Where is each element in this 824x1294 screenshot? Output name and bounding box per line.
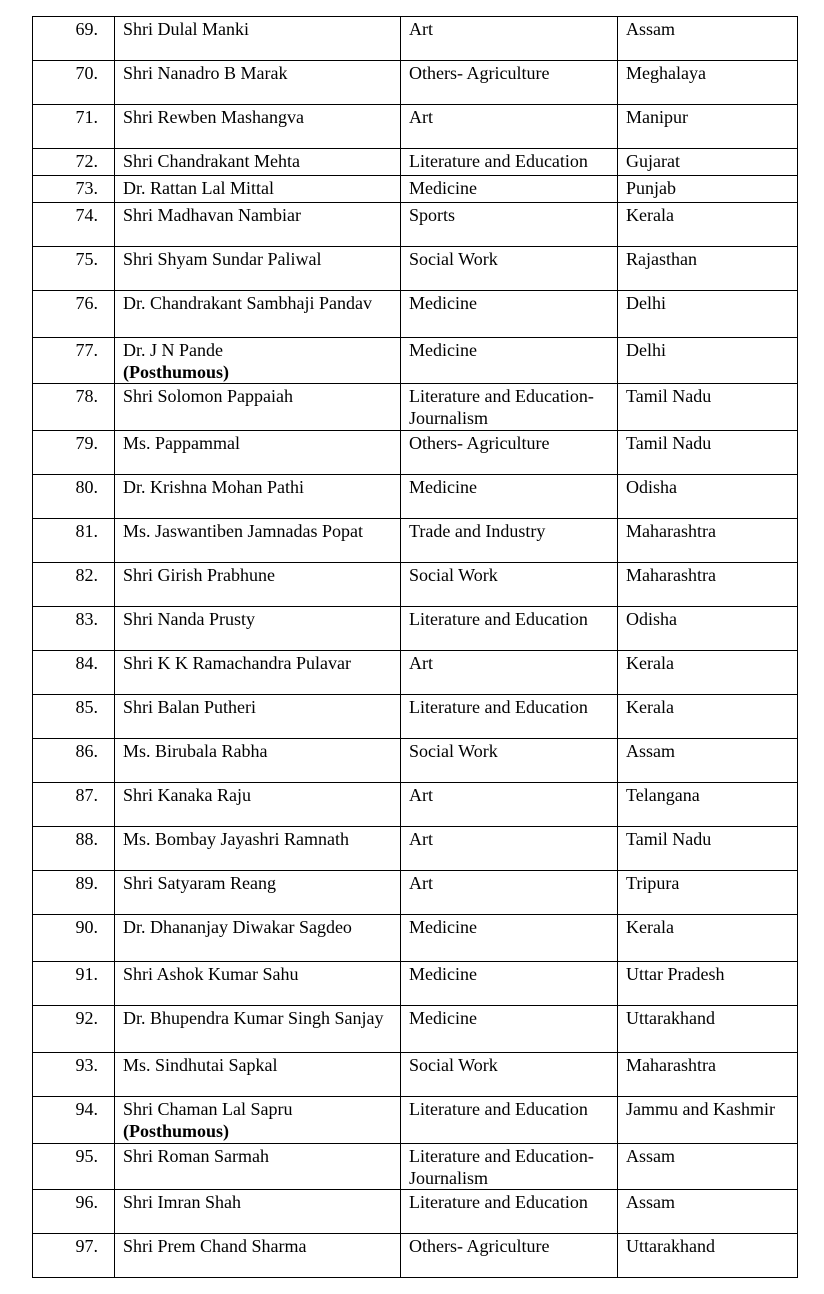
state-cell: Meghalaya — [618, 61, 798, 105]
state-cell: Rajasthan — [618, 247, 798, 291]
awardee-name: Shri Chandrakant Mehta — [123, 151, 300, 171]
awardee-name: Shri Madhavan Nambiar — [123, 205, 301, 225]
field-cell: Art — [401, 105, 618, 149]
posthumous-note: (Posthumous) — [123, 1121, 230, 1141]
serial-number: 74. — [33, 203, 115, 247]
serial-number: 75. — [33, 247, 115, 291]
state-cell: Assam — [618, 1144, 798, 1190]
table-row — [33, 291, 798, 338]
awardee-name: Dr. Chandrakant Sambhaji Pandav — [123, 293, 372, 313]
serial-number: 86. — [33, 739, 115, 783]
serial-number: 97. — [33, 1234, 115, 1278]
field-cell: Art — [401, 783, 618, 827]
table-row — [33, 203, 798, 247]
table-row — [33, 1053, 798, 1097]
table-row — [33, 519, 798, 563]
awardee-name-cell — [115, 915, 401, 962]
state-cell: Tamil Nadu — [618, 431, 798, 475]
state-cell: Maharashtra — [618, 563, 798, 607]
field-cell: Others- Agriculture — [401, 431, 618, 475]
state-cell: Tamil Nadu — [618, 384, 798, 431]
table-row — [33, 338, 798, 384]
state-cell: Kerala — [618, 203, 798, 247]
serial-number: 82. — [33, 563, 115, 607]
table-row — [33, 1097, 798, 1144]
field-cell: Literature and Education — [401, 607, 618, 651]
awardee-name-cell — [115, 871, 401, 915]
field-cell: Literature and Education — [401, 1190, 618, 1234]
table-row — [33, 1234, 798, 1278]
awardee-name-cell — [115, 431, 401, 475]
serial-number: 77. — [33, 338, 115, 384]
table-row — [33, 827, 798, 871]
awardee-name-cell — [115, 291, 401, 338]
awardee-name-cell — [115, 17, 401, 61]
awardee-name: Ms. Pappammal — [123, 433, 240, 453]
awardee-name-cell — [115, 1234, 401, 1278]
table-row — [33, 384, 798, 431]
serial-number: 92. — [33, 1006, 115, 1053]
field-cell: Social Work — [401, 1053, 618, 1097]
serial-number: 85. — [33, 695, 115, 739]
table-row — [33, 1144, 798, 1190]
state-cell: Gujarat — [618, 149, 798, 176]
serial-number: 69. — [33, 17, 115, 61]
field-cell: Literature and Education — [401, 149, 618, 176]
table-row — [33, 871, 798, 915]
awardee-name: Shri Balan Putheri — [123, 697, 256, 717]
state-cell: Delhi — [618, 338, 798, 384]
awardee-name-cell — [115, 176, 401, 203]
table-row — [33, 783, 798, 827]
awardee-name: Dr. J N Pande — [123, 340, 223, 360]
awardee-name-cell — [115, 607, 401, 651]
state-cell: Tamil Nadu — [618, 827, 798, 871]
serial-number: 94. — [33, 1097, 115, 1144]
field-cell: Medicine — [401, 338, 618, 384]
state-cell: Assam — [618, 739, 798, 783]
table-row — [33, 1006, 798, 1053]
awardee-name: Shri Girish Prabhune — [123, 565, 275, 585]
table-row — [33, 475, 798, 519]
state-cell: Punjab — [618, 176, 798, 203]
awardee-name-cell — [115, 1144, 401, 1190]
awardee-name: Shri Imran Shah — [123, 1192, 241, 1212]
state-cell: Delhi — [618, 291, 798, 338]
field-cell: Trade and Industry — [401, 519, 618, 563]
field-cell: Others- Agriculture — [401, 1234, 618, 1278]
serial-number: 89. — [33, 871, 115, 915]
field-cell: Art — [401, 827, 618, 871]
awardee-name: Dr. Rattan Lal Mittal — [123, 178, 274, 198]
field-cell: Medicine — [401, 962, 618, 1006]
awardee-name-cell — [115, 783, 401, 827]
state-cell: Telangana — [618, 783, 798, 827]
awardee-name: Shri Nanadro B Marak — [123, 63, 288, 83]
awardee-name-cell — [115, 739, 401, 783]
awardee-name-cell — [115, 1097, 401, 1144]
field-cell: Literature and Education- Journalism — [401, 384, 618, 431]
field-cell: Literature and Education — [401, 1097, 618, 1144]
awardee-name: Dr. Krishna Mohan Pathi — [123, 477, 304, 497]
awardee-name: Ms. Birubala Rabha — [123, 741, 268, 761]
awardee-name-cell — [115, 1006, 401, 1053]
table-row — [33, 695, 798, 739]
state-cell: Uttarakhand — [618, 1234, 798, 1278]
awardee-name-cell — [115, 384, 401, 431]
serial-number: 81. — [33, 519, 115, 563]
serial-number: 95. — [33, 1144, 115, 1190]
serial-number: 80. — [33, 475, 115, 519]
table-row — [33, 563, 798, 607]
serial-number: 90. — [33, 915, 115, 962]
awardee-name-cell — [115, 1053, 401, 1097]
table-row — [33, 17, 798, 61]
state-cell: Kerala — [618, 651, 798, 695]
field-cell: Sports — [401, 203, 618, 247]
awardee-name: Shri Roman Sarmah — [123, 1146, 269, 1166]
serial-number: 79. — [33, 431, 115, 475]
awardee-name-cell — [115, 61, 401, 105]
state-cell: Jammu and Kashmir — [618, 1097, 798, 1144]
field-cell: Art — [401, 17, 618, 61]
table-row — [33, 607, 798, 651]
awardee-name-cell — [115, 149, 401, 176]
awardees-table — [32, 16, 798, 1278]
table-row — [33, 962, 798, 1006]
field-cell: Medicine — [401, 915, 618, 962]
field-cell: Medicine — [401, 176, 618, 203]
table-row — [33, 915, 798, 962]
field-cell: Art — [401, 871, 618, 915]
awardee-name: Dr. Bhupendra Kumar Singh Sanjay — [123, 1008, 384, 1028]
state-cell: Kerala — [618, 915, 798, 962]
awardee-name: Shri Chaman Lal Sapru — [123, 1099, 293, 1119]
state-cell: Tripura — [618, 871, 798, 915]
serial-number: 84. — [33, 651, 115, 695]
serial-number: 73. — [33, 176, 115, 203]
serial-number: 72. — [33, 149, 115, 176]
state-cell: Assam — [618, 17, 798, 61]
awardee-name: Shri Kanaka Raju — [123, 785, 251, 805]
field-cell: Medicine — [401, 475, 618, 519]
field-cell: Literature and Education- Journalism — [401, 1144, 618, 1190]
serial-number: 83. — [33, 607, 115, 651]
table-row — [33, 651, 798, 695]
table-row — [33, 1190, 798, 1234]
awardee-name-cell — [115, 105, 401, 149]
field-cell: Others- Agriculture — [401, 61, 618, 105]
awardee-name: Ms. Jaswantiben Jamnadas Popat — [123, 521, 363, 541]
awardee-name: Shri Dulal Manki — [123, 19, 249, 39]
serial-number: 96. — [33, 1190, 115, 1234]
serial-number: 87. — [33, 783, 115, 827]
table-row — [33, 176, 798, 203]
awardee-name-cell — [115, 519, 401, 563]
table-row — [33, 61, 798, 105]
awardee-name: Shri Solomon Pappaiah — [123, 386, 293, 406]
serial-number: 88. — [33, 827, 115, 871]
table-row — [33, 149, 798, 176]
field-cell: Social Work — [401, 563, 618, 607]
field-cell: Medicine — [401, 291, 618, 338]
awardee-name: Shri Satyaram Reang — [123, 873, 276, 893]
serial-number: 70. — [33, 61, 115, 105]
awardee-name-cell — [115, 247, 401, 291]
state-cell: Uttar Pradesh — [618, 962, 798, 1006]
serial-number: 93. — [33, 1053, 115, 1097]
table-row — [33, 431, 798, 475]
awardee-name-cell — [115, 563, 401, 607]
awardee-name: Ms. Sindhutai Sapkal — [123, 1055, 278, 1075]
field-cell: Art — [401, 651, 618, 695]
state-cell: Uttarakhand — [618, 1006, 798, 1053]
awardee-name: Shri Nanda Prusty — [123, 609, 255, 629]
field-cell: Social Work — [401, 247, 618, 291]
awardee-name-cell — [115, 962, 401, 1006]
table-row — [33, 247, 798, 291]
serial-number: 91. — [33, 962, 115, 1006]
awardee-name: Dr. Dhananjay Diwakar Sagdeo — [123, 917, 352, 937]
awardee-name: Shri Shyam Sundar Paliwal — [123, 249, 322, 269]
state-cell: Maharashtra — [618, 519, 798, 563]
awardee-name: Shri Prem Chand Sharma — [123, 1236, 307, 1256]
state-cell: Kerala — [618, 695, 798, 739]
state-cell: Maharashtra — [618, 1053, 798, 1097]
field-cell: Literature and Education — [401, 695, 618, 739]
awardee-name-cell — [115, 695, 401, 739]
awardee-name-cell — [115, 338, 401, 384]
awardee-name-cell — [115, 203, 401, 247]
table-row — [33, 739, 798, 783]
field-cell: Medicine — [401, 1006, 618, 1053]
state-cell: Manipur — [618, 105, 798, 149]
table-row — [33, 105, 798, 149]
awardee-name-cell — [115, 1190, 401, 1234]
field-cell: Social Work — [401, 739, 618, 783]
awardee-name-cell — [115, 651, 401, 695]
serial-number: 78. — [33, 384, 115, 431]
table-body — [33, 17, 798, 1278]
serial-number: 71. — [33, 105, 115, 149]
awardee-name: Shri Ashok Kumar Sahu — [123, 964, 299, 984]
awardee-name-cell — [115, 475, 401, 519]
serial-number: 76. — [33, 291, 115, 338]
state-cell: Odisha — [618, 607, 798, 651]
awardee-name-cell — [115, 827, 401, 871]
state-cell: Odisha — [618, 475, 798, 519]
posthumous-note: (Posthumous) — [123, 362, 230, 382]
awardee-name: Ms. Bombay Jayashri Ramnath — [123, 829, 349, 849]
awardee-name: Shri K K Ramachandra Pulavar — [123, 653, 351, 673]
state-cell: Assam — [618, 1190, 798, 1234]
awardee-name: Shri Rewben Mashangva — [123, 107, 304, 127]
